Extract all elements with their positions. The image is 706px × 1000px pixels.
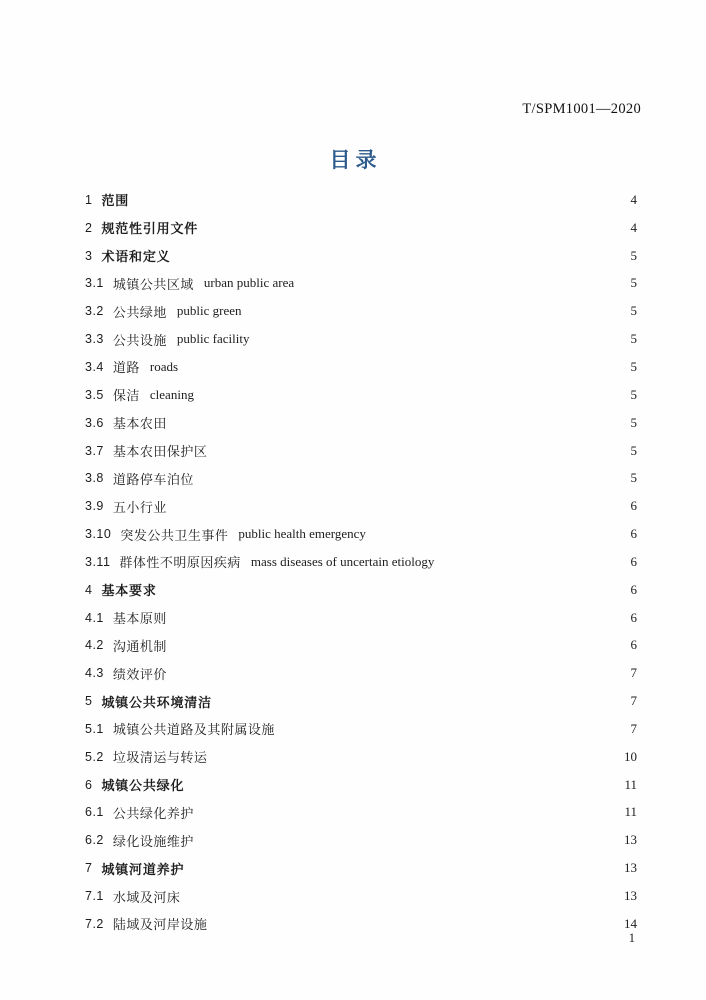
toc-entry-number: 4.1 xyxy=(85,610,104,625)
toc-list xyxy=(85,186,637,938)
toc-entry xyxy=(85,743,637,771)
toc-entry-page: 10 xyxy=(624,748,637,764)
toc-entry-page: 6 xyxy=(630,553,637,569)
toc-entry xyxy=(85,910,637,938)
toc-entry xyxy=(85,520,637,548)
toc-entry-english: mass diseases of uncertain etiology xyxy=(250,553,435,569)
toc-entry-number: 3.7 xyxy=(85,443,104,458)
toc-entry-english: roads xyxy=(149,358,179,374)
toc-entry-english: public health emergency xyxy=(238,526,366,542)
toc-entry-page: 5 xyxy=(630,303,637,319)
toc-entry-title: 垃圾清运与转运 xyxy=(112,750,208,766)
toc-entry-title: 基本农田 xyxy=(112,416,167,432)
toc-entry xyxy=(85,604,637,632)
toc-entry xyxy=(85,659,637,687)
toc-entry-number: 3.3 xyxy=(85,332,104,347)
toc-entry-title: 道路 xyxy=(112,360,140,376)
toc-entry xyxy=(85,186,637,214)
toc-entry-title: 道路停车泊位 xyxy=(112,471,194,487)
toc-entry-number: 6.1 xyxy=(85,805,104,820)
toc-entry-title: 基本要求 xyxy=(101,583,157,599)
toc-entry-number: 3.9 xyxy=(85,499,104,514)
toc-entry-title: 基本原则 xyxy=(112,611,167,627)
toc-entry-number: 3.11 xyxy=(85,554,111,569)
toc-entry-page: 7 xyxy=(630,693,637,709)
toc-entry-title: 城镇公共区域 xyxy=(112,276,194,292)
toc-entry-page: 13 xyxy=(624,832,637,848)
toc-entry-page: 11 xyxy=(624,804,637,820)
toc-entry xyxy=(85,492,637,520)
toc-entry xyxy=(85,687,637,715)
toc-title: 目录 xyxy=(329,148,382,172)
toc-entry-title: 公共设施 xyxy=(112,332,167,348)
toc-entry xyxy=(85,771,637,799)
toc-entry-number: 3.6 xyxy=(85,415,104,430)
toc-entry-number: 5 xyxy=(85,694,93,709)
toc-entry-number: 7 xyxy=(85,861,93,876)
toc-entry-number: 6.2 xyxy=(85,833,104,848)
toc-entry xyxy=(85,409,637,437)
toc-entry-title: 城镇公共绿化 xyxy=(101,778,185,794)
toc-entry-title: 突发公共卫生事件 xyxy=(120,527,229,543)
toc-entry-title: 群体性不明原因疾病 xyxy=(119,555,241,571)
toc-entry-page: 6 xyxy=(630,581,637,597)
toc-entry-number: 3.1 xyxy=(85,276,104,291)
toc-entry-english: urban public area xyxy=(203,275,295,291)
toc-entry-page: 6 xyxy=(630,637,637,653)
toc-entry-title: 水域及河床 xyxy=(112,889,181,905)
toc-entry-title: 保洁 xyxy=(112,388,140,404)
toc-entry-title: 城镇公共环境清洁 xyxy=(101,694,212,710)
toc-entry-title: 绩效评价 xyxy=(112,666,167,682)
toc-entry xyxy=(85,297,637,325)
toc-entry-page: 13 xyxy=(624,888,637,904)
toc-entry xyxy=(85,437,637,465)
toc-entry-page: 5 xyxy=(630,442,637,458)
toc-entry-number: 3.8 xyxy=(85,471,104,486)
toc-entry xyxy=(85,715,637,743)
toc-entry-title: 公共绿地 xyxy=(112,304,167,320)
toc-entry-page: 6 xyxy=(630,498,637,514)
toc-entry-title: 城镇河道养护 xyxy=(101,861,185,877)
doc-code: T/SPM1001—2020 xyxy=(522,101,641,117)
toc-entry-title: 城镇公共道路及其附属设施 xyxy=(112,722,275,738)
toc-entry-number: 3.10 xyxy=(85,527,112,542)
toc-entry-title: 绿化设施维护 xyxy=(112,833,194,849)
toc-entry-title: 术语和定义 xyxy=(101,249,171,265)
toc-entry-english: public facility xyxy=(176,331,250,347)
toc-entry-page: 5 xyxy=(630,358,637,374)
toc-entry xyxy=(85,826,637,854)
toc-entry-title: 陆域及河岸设施 xyxy=(112,917,208,933)
toc-entry-title: 范围 xyxy=(101,193,130,209)
toc-entry-page: 13 xyxy=(624,860,637,876)
toc-entry xyxy=(85,632,637,660)
toc-entry xyxy=(85,576,637,604)
toc-entry-title: 沟通机制 xyxy=(112,638,167,654)
toc-entry-english: public green xyxy=(176,303,242,319)
toc-entry-page: 4 xyxy=(630,191,637,207)
toc-entry-number: 3.5 xyxy=(85,387,104,402)
toc-entry-page: 11 xyxy=(624,776,637,792)
toc-entry xyxy=(85,353,637,381)
toc-entry-number: 4 xyxy=(85,582,93,597)
toc-entry-number: 5.2 xyxy=(85,749,104,764)
toc-entry-page: 14 xyxy=(624,915,637,931)
toc-entry-page: 5 xyxy=(630,275,637,291)
toc-entry-number: 4.2 xyxy=(85,638,104,653)
toc-entry-page: 5 xyxy=(630,470,637,486)
toc-entry xyxy=(85,854,637,882)
toc-entry-number: 3.4 xyxy=(85,359,104,374)
toc-entry-title: 公共绿化养护 xyxy=(112,805,194,821)
toc-entry-title: 规范性引用文件 xyxy=(101,221,199,237)
toc-entry-number: 6 xyxy=(85,777,93,792)
toc-entry xyxy=(85,242,637,270)
toc-entry-page: 7 xyxy=(630,665,637,681)
toc-entry-page: 4 xyxy=(630,219,637,235)
toc-entry xyxy=(85,882,637,910)
toc-entry-number: 7.1 xyxy=(85,889,104,904)
toc-entry-page: 5 xyxy=(630,331,637,347)
toc-entry xyxy=(85,548,637,576)
toc-entry-number: 3.2 xyxy=(85,304,104,319)
toc-entry xyxy=(85,799,637,827)
footer-page-number: 1 xyxy=(628,931,635,945)
toc-entry xyxy=(85,325,637,353)
toc-entry xyxy=(85,381,637,409)
toc-entry-number: 4.3 xyxy=(85,666,104,681)
toc-entry-number: 2 xyxy=(85,220,93,235)
toc-entry-title: 五小行业 xyxy=(112,499,167,515)
toc-entry-page: 6 xyxy=(630,526,637,542)
toc-entry-page: 7 xyxy=(630,720,637,736)
toc-entry-number: 1 xyxy=(85,192,93,207)
toc-entry-number: 3 xyxy=(85,248,93,263)
toc-entry xyxy=(85,214,637,242)
toc-entry-number: 5.1 xyxy=(85,721,104,736)
toc-entry xyxy=(85,464,637,492)
toc-entry-title: 基本农田保护区 xyxy=(112,444,208,460)
toc-entry-number: 7.2 xyxy=(85,916,104,931)
toc-entry-english: cleaning xyxy=(149,386,194,402)
toc-entry-page: 6 xyxy=(630,609,637,625)
toc-entry-page: 5 xyxy=(630,386,637,402)
toc-entry xyxy=(85,270,637,298)
toc-entry-page: 5 xyxy=(630,247,637,263)
toc-entry-page: 5 xyxy=(630,414,637,430)
